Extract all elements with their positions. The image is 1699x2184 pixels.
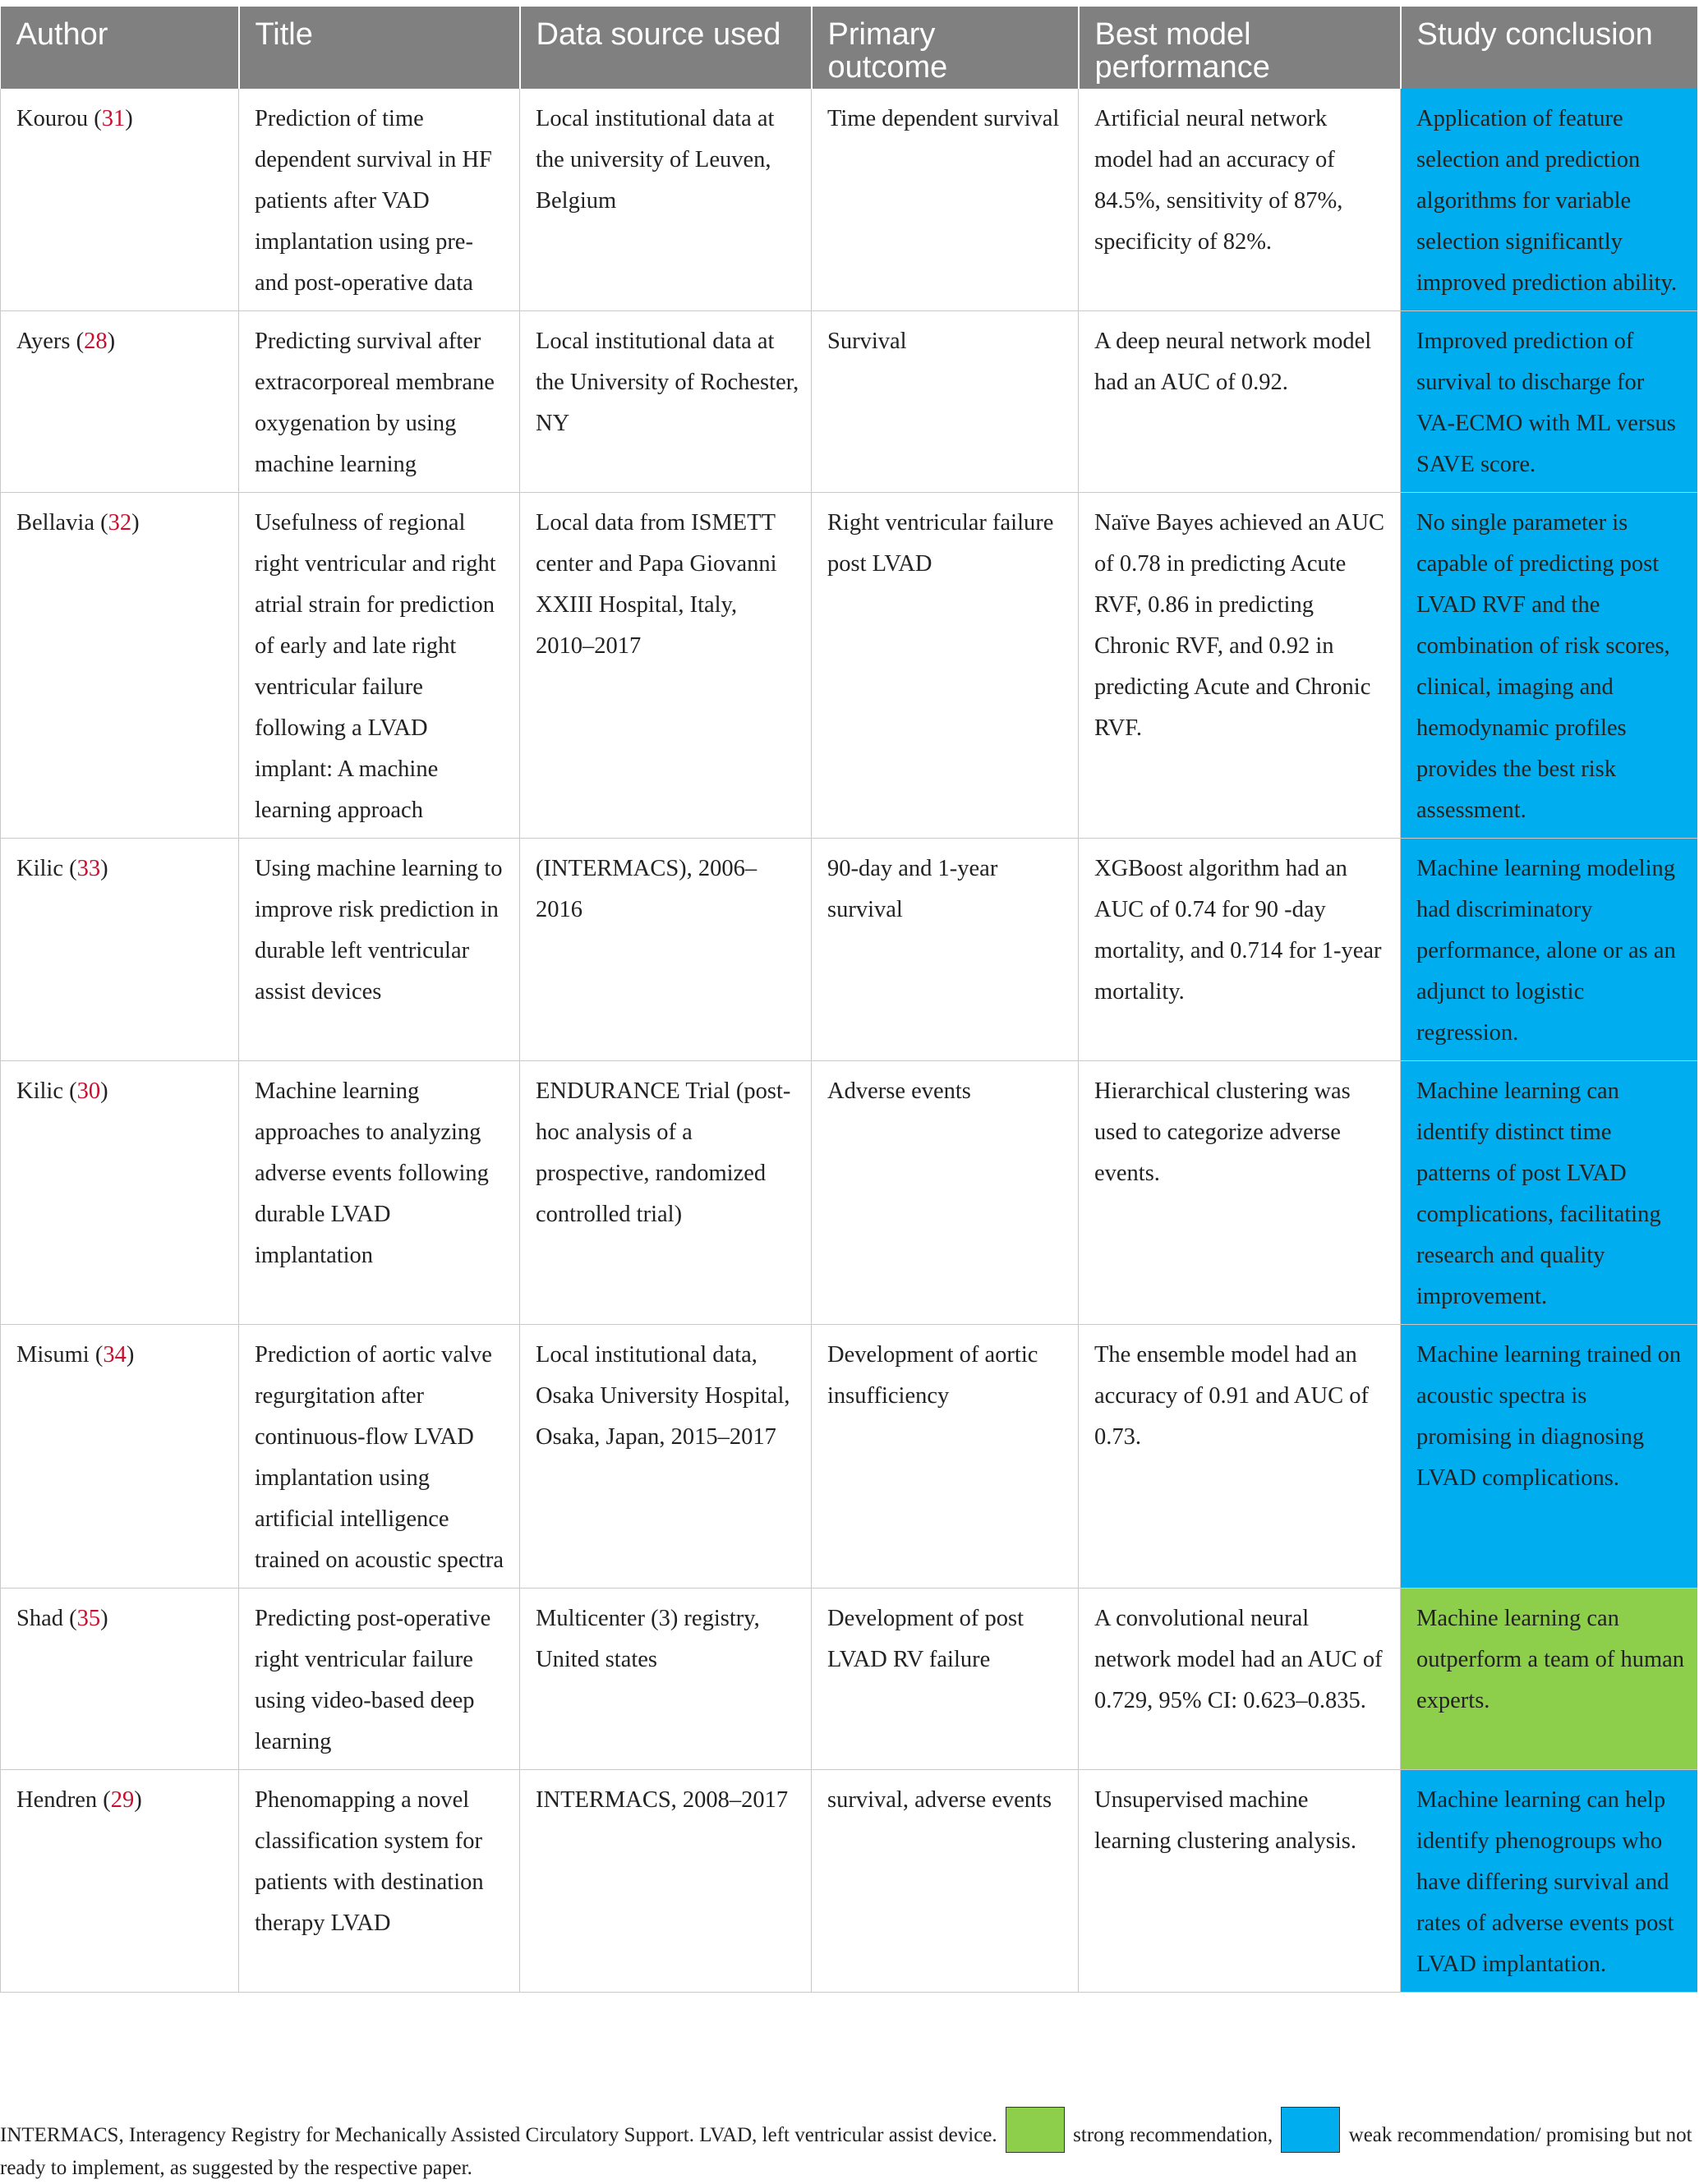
citation-link[interactable]: 29: [110, 1787, 135, 1813]
author-name: Misumi: [16, 1342, 90, 1368]
cell-data-source: ENDURANCE Trial (post-hoc analysis of a prospective, randomized controlled trial): [520, 1061, 812, 1325]
author-name: Ayers: [16, 329, 71, 354]
cell-title: Predicting post-operative right ventricular failure using video-based deep learning: [239, 1589, 520, 1770]
cell-data-source: Multicenter (3) registry, United states: [520, 1589, 812, 1770]
header-primary-outcome: Primary outcome: [812, 7, 1079, 89]
cell-data-source: Local institutional data, Osaka University Hospital, Osaka, Japan, 2015–2017: [520, 1325, 812, 1589]
weak-recommendation-swatch: [1281, 2107, 1340, 2153]
table-footnote: [0, 2107, 1699, 2184]
cell-study-conclusion: Machine learning can outperform a team of human experts.: [1401, 1589, 1697, 1770]
cell-author: Kilic (33): [1, 839, 239, 1061]
strong-recommendation-label: strong recommendation,: [1073, 2124, 1273, 2146]
header-author: Author: [1, 7, 239, 89]
cell-author: Shad (35): [1, 1589, 239, 1770]
table-row: [1, 1589, 1697, 1770]
author-name: Hendren: [16, 1787, 98, 1813]
citation-link[interactable]: 31: [101, 106, 126, 131]
cell-study-conclusion: Machine learning trained on acoustic spectra is promising in diagnosing LVAD complications.: [1401, 1325, 1697, 1589]
cell-study-conclusion: Machine learning modeling had discriminatory performance, alone or as an adjunct to logistic regression.: [1401, 839, 1697, 1061]
citation-link[interactable]: 35: [76, 1606, 101, 1631]
cell-best-model-performance: Unsupervised machine learning clustering analysis.: [1079, 1770, 1401, 1993]
cell-study-conclusion: Improved prediction of survival to discharge for VA-ECMO with ML versus SAVE score.: [1401, 311, 1697, 493]
cell-title: Prediction of time dependent survival in HF patients after VAD implantation using pre- and post-operative data: [239, 89, 520, 311]
author-name: Bellavia: [16, 510, 94, 536]
table-row: [1, 89, 1697, 311]
cell-title: Machine learning approaches to analyzing adverse events following durable LVAD implantation: [239, 1061, 520, 1325]
author-name: Kilic: [16, 1078, 63, 1104]
citation-link[interactable]: 30: [76, 1078, 101, 1104]
cell-author: Kilic (30): [1, 1061, 239, 1325]
cell-title: Prediction of aortic valve regurgitation after continuous-flow LVAD implantation using artificial intelligence trained on acoustic spectra: [239, 1325, 520, 1589]
footnote-text: INTERMACS, Interagency Registry for Mechanically Assisted Circulatory Support. LVAD, left ventricular assist device.: [0, 2124, 997, 2146]
cell-primary-outcome: Adverse events: [812, 1061, 1079, 1325]
header-data-source: Data source used: [520, 7, 812, 89]
cell-author: Hendren (29): [1, 1770, 239, 1993]
citation-link[interactable]: 34: [103, 1342, 127, 1368]
cell-best-model-performance: XGBoost algorithm had an AUC of 0.74 for 90 -day mortality, and 0.714 for 1-year mortality.: [1079, 839, 1401, 1061]
cell-author: Bellavia (32): [1, 493, 239, 839]
author-name: Kilic: [16, 856, 63, 881]
cell-title: Using machine learning to improve risk prediction in durable left ventricular assist devices: [239, 839, 520, 1061]
citation-link[interactable]: 28: [84, 329, 108, 354]
cell-data-source: Local institutional data at the University of Rochester, NY: [520, 311, 812, 493]
cell-data-source: INTERMACS, 2008–2017: [520, 1770, 812, 1993]
cell-best-model-performance: Hierarchical clustering was used to categorize adverse events.: [1079, 1061, 1401, 1325]
cell-primary-outcome: Survival: [812, 311, 1079, 493]
table-row: [1, 1325, 1697, 1589]
table-row: [1, 839, 1697, 1061]
citation-link[interactable]: 32: [108, 510, 132, 536]
cell-study-conclusion: Application of feature selection and prediction algorithms for variable selection significantly improved prediction ability.: [1401, 89, 1697, 311]
cell-primary-outcome: Development of aortic insufficiency: [812, 1325, 1079, 1589]
cell-primary-outcome: Time dependent survival: [812, 89, 1079, 311]
cell-title: Phenomapping a novel classification system for patients with destination therapy LVAD: [239, 1770, 520, 1993]
cell-author: Kourou (31): [1, 89, 239, 311]
cell-title: Predicting survival after extracorporeal membrane oxygenation by using machine learning: [239, 311, 520, 493]
cell-author: Ayers (28): [1, 311, 239, 493]
cell-primary-outcome: survival, adverse events: [812, 1770, 1079, 1993]
citation-link[interactable]: 33: [76, 856, 101, 881]
cell-author: Misumi (34): [1, 1325, 239, 1589]
table-row: [1, 1770, 1697, 1993]
cell-data-source: Local institutional data at the university of Leuven, Belgium: [520, 89, 812, 311]
weak-recommendation-label: weak recommendation/ promising but not ready to implement, as suggested by the respective paper.: [0, 2124, 1692, 2179]
table-header-row: [1, 7, 1697, 89]
cell-best-model-performance: A convolutional neural network model had an AUC of 0.729, 95% CI: 0.623–0.835.: [1079, 1589, 1401, 1770]
cell-study-conclusion: No single parameter is capable of predicting post LVAD RVF and the combination of risk scores, clinical, imaging and hemodynamic profiles provides the best risk assessment.: [1401, 493, 1697, 839]
studies-table: [0, 7, 1697, 1993]
cell-best-model-performance: Artificial neural network model had an accuracy of 84.5%, sensitivity of 87%, specificity of 82%.: [1079, 89, 1401, 311]
cell-study-conclusion: Machine learning can identify distinct time patterns of post LVAD complications, facilitating research and quality improvement.: [1401, 1061, 1697, 1325]
table-body: [1, 89, 1697, 1993]
cell-study-conclusion: Machine learning can help identify phenogroups who have differing survival and rates of adverse events post LVAD implantation.: [1401, 1770, 1697, 1993]
cell-best-model-performance: The ensemble model had an accuracy of 0.91 and AUC of 0.73.: [1079, 1325, 1401, 1589]
cell-data-source: (INTERMACS), 2006–2016: [520, 839, 812, 1061]
cell-primary-outcome: Right ventricular failure post LVAD: [812, 493, 1079, 839]
header-title: Title: [239, 7, 520, 89]
cell-data-source: Local data from ISMETT center and Papa Giovanni XXIII Hospital, Italy, 2010–2017: [520, 493, 812, 839]
author-name: Shad: [16, 1606, 63, 1631]
cell-best-model-performance: Naïve Bayes achieved an AUC of 0.78 in predicting Acute RVF, 0.86 in predicting Chronic RVF, and 0.92 in predicting Acute and Chronic RVF.: [1079, 493, 1401, 839]
header-study-conclusion: Study conclusion: [1401, 7, 1697, 89]
cell-primary-outcome: 90-day and 1-year survival: [812, 839, 1079, 1061]
strong-recommendation-swatch: [1006, 2107, 1065, 2153]
table-row: [1, 493, 1697, 839]
table-row: [1, 311, 1697, 493]
header-best-model-performance: Best model performance: [1079, 7, 1401, 89]
cell-primary-outcome: Development of post LVAD RV failure: [812, 1589, 1079, 1770]
cell-best-model-performance: A deep neural network model had an AUC of 0.92.: [1079, 311, 1401, 493]
author-name: Kourou: [16, 106, 89, 131]
cell-title: Usefulness of regional right ventricular and right atrial strain for prediction of early and late right ventricular failure following a LVAD implant: A machine learning approach: [239, 493, 520, 839]
table-row: [1, 1061, 1697, 1325]
